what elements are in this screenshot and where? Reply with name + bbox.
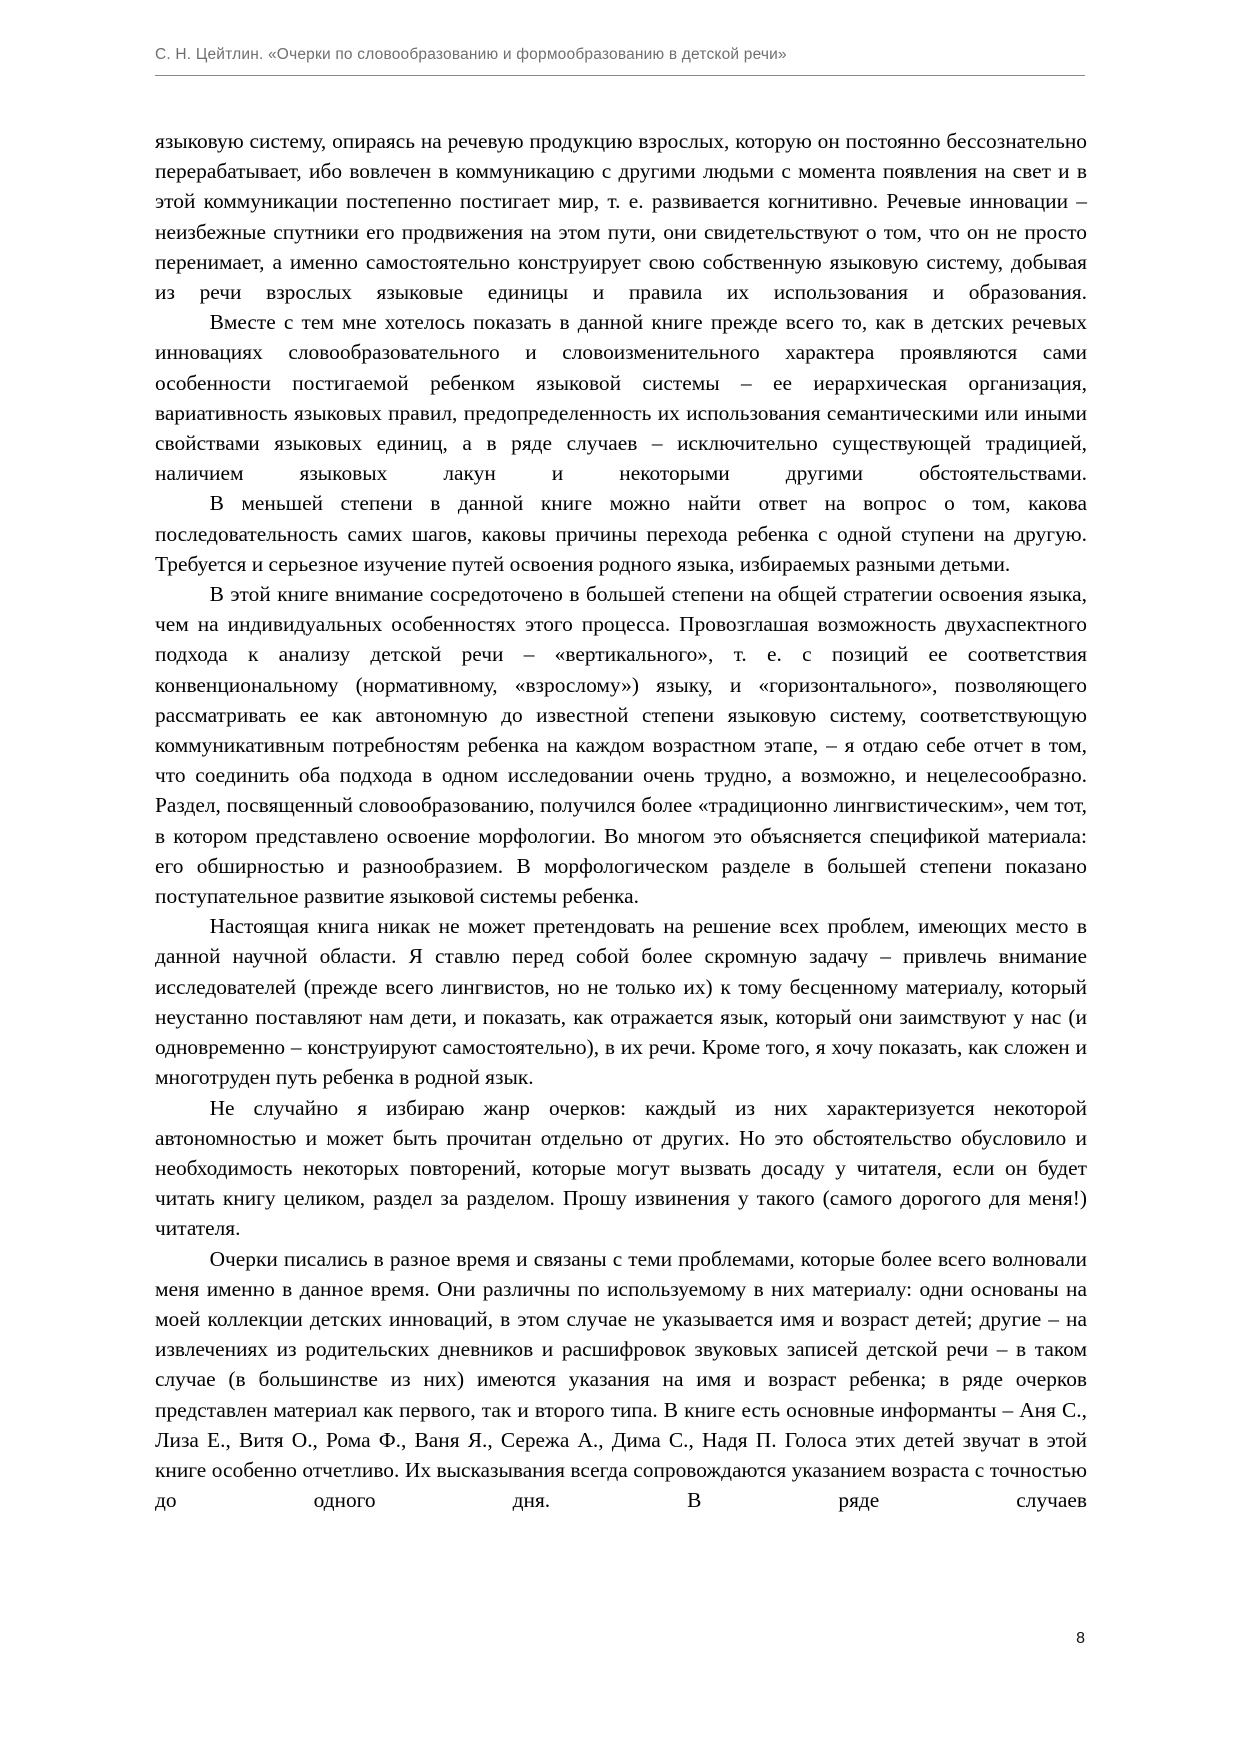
paragraph: В этой книге внимание сосредоточено в большей степени на общей стратегии освоения языка, чем на индивидуальных особенностях этого процесса. Провозглашая возможность двухаспектного подхода к анализу детской речи – «вертикального», т. е. с позиций ее соответствия конвенциональному (нормативному, «взрослому») языку, и «горизонтального», позволяющего рассматривать ее как автономную до известной степени языковую систему, соответствующую коммуникативным потребностям ребенка на каждом возрастном этапе, – я отдаю себе отчет в том, что соединить оба подхода в одном исследовании очень трудно, а возможно, и нецелесообразно. Раздел, посвященный словообразованию, получился более «традиционно лингвистическим», чем тот, в котором представлено освоение морфологии. Во многом это объясняется спецификой материала: его обширностью и разнообразием. В морфологическом разделе в большей степени показано поступательное развитие языковой системы ребенка. xyxy=(155,582,1087,909)
paragraph: Вместе с тем мне хотелось показать в данной книге прежде всего то, как в детских речевых инновациях словообразовательного и словоизменительного характера проявляются сами особенности постигаемой ребенком языковой системы – ее иерархическая организация, вариативность языковых правил, предопределенность их использования семантическими или иными свойствами языковых единиц, а в ряде случаев – исключительно существующей традицией, наличием языковых лакун и некоторыми другими обстоятельствами. xyxy=(155,310,1087,486)
paragraph: Очерки писались в разное время и связаны с теми проблемами, которые более всего волновали меня именно в данное время. Они различны по используемому в них материалу: одни основаны на моей коллекции детских инноваций, в этом случае не указывается имя и возраст детей; другие – на извлечениях из родительских дневников и расшифровок звуковых записей детской речи – в таком случае (в большинстве из них) имеются указания на имя и возраст ребенка; в ряде очерков представлен материал как первого, так и второго типа. В книге есть основные информанты – Аня С., Лиза Е., Витя О., Рома Ф., Ваня Я., Сережа А., Дима С., Надя П. Голоса этих детей звучат в этой книге особенно отчетливо. Их высказывания всегда сопровождаются указанием возраста с точностью до одного дня. В ряде случаев xyxy=(155,1246,1087,1513)
paragraph: В меньшей степени в данной книге можно найти ответ на вопрос о том, какова последовательность самих шагов, каковы причины перехода ребенка с одной ступени на другую. Требуется и серьезное изучение путей освоения родного языка, избираемых разными детьми. xyxy=(155,491,1087,576)
running-head xyxy=(155,44,1085,76)
paragraph: Не случайно я избираю жанр очерков: каждый из них характеризуется некоторой автономностью и может быть прочитан отдельно от других. Но это обстоятельство обусловило и необходимость некоторых повторений, которые могут вызвать досаду у читателя, если он будет читать книгу целиком, раздел за разделом. Прошу извинения у такого (самого дорогого для меня!) читателя. xyxy=(155,1095,1087,1241)
paragraph-continued: языковую систему, опираясь на речевую продукцию взрослых, которую он постоянно бессознательно перерабатывает, ибо вовлечен в коммуникацию с другими людьми с момента появления на свет и в этой коммуникации постепенно постигает мир, т. е. развивается когнитивно. Речевые инновации – неизбежные спутники его продвижения на этом пути, они свидетельствуют о том, что он не просто перенимает, а именно самостоятельно конструирует свою собственную языковую систему, добывая из речи взрослых языковые единицы и правила их использования и образования. xyxy=(155,129,1087,305)
page-number: 8 xyxy=(1076,1630,1085,1647)
body-text-block xyxy=(155,126,1087,1515)
running-head-title: С. Н. Цейтлин. «Очерки по словообразованию и формообразованию в детской речи» xyxy=(155,46,787,63)
running-head-divider xyxy=(155,75,1085,76)
paragraph: Настоящая книга никак не может претендовать на решение всех проблем, имеющих место в данной научной области. Я ставлю перед собой более скромную задачу – привлечь внимание исследователей (прежде всего лингвистов, но не только их) к тому бесценному материалу, который неустанно поставляют нам дети, и показать, как отражается язык, который они заимствуют у нас (и одновременно – конструируют самостоятельно), в их речи. Кроме того, я хочу показать, как сложен и многотруден путь ребенка в родной язык. xyxy=(155,914,1087,1090)
